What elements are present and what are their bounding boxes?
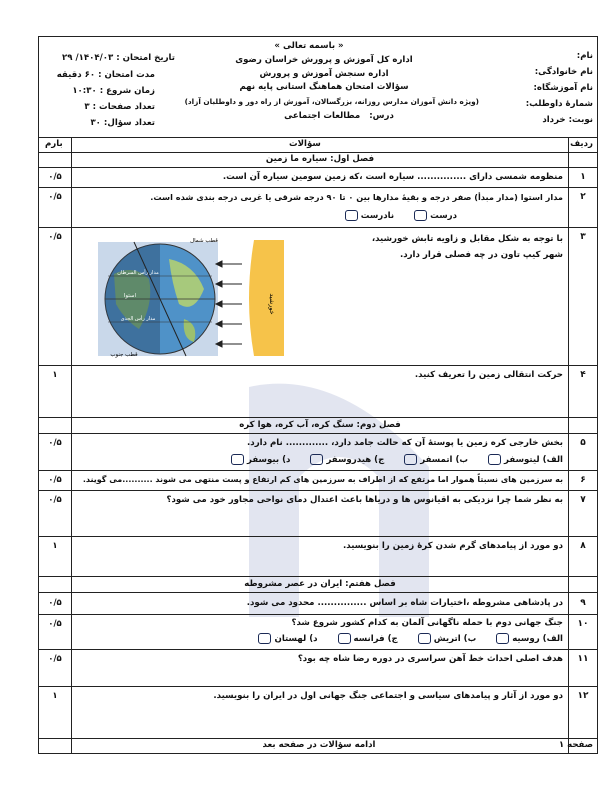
option-a[interactable] (493, 633, 563, 644)
turn-label: نوبت: خرداد (542, 115, 593, 125)
option-label: د) بیوسفر (247, 455, 291, 465)
option-label: ب) اتمسفر (420, 455, 469, 465)
question-number: ۱ (580, 172, 586, 182)
bismillah: « باسمه تعالی » (274, 41, 344, 51)
option-a[interactable] (485, 454, 563, 465)
question-row (39, 188, 597, 228)
question-score: ۱ (52, 541, 58, 551)
question-score: ۰/۵ (48, 598, 62, 608)
date-label: تاریخ امتحان : (116, 53, 175, 63)
label-sun: خورشید (268, 293, 276, 315)
question-row (39, 650, 597, 687)
question-text: دو مورد از آثار و پیامدهای سیاسی و اجتماعی جنگ جهانی اول در ایران را بنویسید. (213, 691, 563, 701)
question-number: ۱۲ (577, 691, 589, 701)
question-number: ۴ (580, 370, 586, 380)
page-count: تعداد صفحات : ۳ (84, 102, 155, 112)
name-label: نام: (576, 51, 593, 61)
question-number: ۶ (580, 475, 586, 485)
question-row (39, 537, 597, 577)
question-text: به نظر شما چرا نزدیکی به اقیانوس ها و دریاها باعث اعتدال دمای نواحی مجاور خود می شود؟ (166, 495, 563, 505)
question-row (39, 593, 597, 615)
question-text: در پادشاهی مشروطه ،اختیارات شاه بر اساس ............... محدود می شود. (246, 598, 563, 608)
question-count: تعداد سؤال: ۳۰ (90, 118, 155, 128)
org-name: اداره کل آموزش و پرورش خراسان رضوی (235, 55, 413, 65)
question-row (39, 168, 597, 188)
question-score: ۰/۵ (48, 192, 62, 202)
checkbox[interactable] (488, 454, 501, 465)
label-equator: استوا (123, 293, 137, 299)
question-number: ۱۰ (577, 619, 589, 629)
col-row: ردیف (570, 139, 593, 149)
exam-audience: (ویژه دانش آموزان مدارس روزانه، بزرگسالان، آموزش از راه دور و داوطلبان آزاد) (184, 97, 479, 106)
question-score: ۱ (52, 370, 58, 380)
subject-value: مطالعات اجتماعی (284, 111, 361, 121)
question-text: جنگ جهانی دوم با حمله ناگهانی آلمان به کدام کشور شروع شد؟ (291, 618, 563, 628)
question-score: ۰/۵ (48, 495, 62, 505)
option-d[interactable] (255, 633, 317, 644)
subject-label: درس: (369, 111, 394, 121)
option-label: ب) اتریش (433, 634, 477, 644)
question-number: ۵ (580, 438, 586, 448)
question-text: هدف اصلی احداث خط آهن سراسری در دوره رضا شاه چه بود؟ (297, 654, 563, 664)
question-score: ۰/۵ (48, 232, 62, 242)
question-text: با توجه به شکل مقابل و زاویه تابش خورشید، (371, 234, 563, 244)
subject-line (279, 111, 399, 122)
option-c[interactable] (335, 633, 398, 644)
org-department: اداره سنجش آموزش و پرورش (259, 69, 389, 79)
question-text: مدار استوا (مدار مبدأ) صفر درجه و بقیهٔ مدارها بین ۰ تا ۹۰ درجه شرقی یا غربی درجه بندی شده است. (150, 192, 563, 202)
earth-sun-diagram (94, 234, 284, 360)
option-label: د) لهستان (274, 634, 318, 644)
option-false[interactable] (342, 210, 394, 221)
checkbox[interactable] (418, 633, 431, 644)
checkbox[interactable] (231, 454, 244, 465)
question-number: ۹ (580, 598, 586, 608)
question-row (39, 615, 597, 650)
checkbox[interactable] (338, 633, 351, 644)
question-text: دو مورد از پیامدهای گرم شدن کرهٔ زمین را بنویسید. (343, 541, 563, 551)
exam-title: سؤالات امتحان هماهنگ استانی پایه نهم (239, 82, 409, 92)
question-text: منظومه شمسی دارای ............... سیاره است ،که زمین سومین سیاره آن است. (222, 172, 563, 182)
question-number: ۸ (580, 541, 586, 551)
question-row (39, 228, 597, 366)
section-title: فصل دوم: سنگ کره، آب کره، هوا کره (239, 420, 401, 430)
seat-label: شمارهٔ داوطلب: (525, 99, 593, 109)
continue-note: ادامه سؤالات در صفحه بعد (262, 740, 376, 750)
option-label: ج) فرانسه (353, 634, 398, 644)
label-tropic-cancer: مدار رأس السرطان (117, 270, 159, 276)
label-south-pole: قطب جنوب (110, 352, 138, 358)
answer-options (214, 454, 563, 465)
question-row (39, 491, 597, 537)
section-row (39, 418, 597, 434)
exam-date (45, 53, 175, 64)
page-number: صفحه ۱ (558, 740, 593, 750)
section-row (39, 152, 597, 168)
option-label: الف) روسیه (512, 634, 563, 644)
checkbox[interactable] (345, 210, 358, 221)
answer-options (241, 633, 563, 644)
family-label: نام خانوادگی: (534, 67, 593, 77)
question-number: ۲ (580, 192, 586, 202)
option-label: درست (430, 211, 457, 221)
page-footer (39, 737, 597, 753)
checkbox[interactable] (414, 210, 427, 221)
question-row (39, 471, 597, 491)
question-row (39, 434, 597, 471)
option-b[interactable] (401, 454, 468, 465)
question-row (39, 366, 597, 418)
question-number: ۱۱ (577, 654, 589, 664)
question-number: ۷ (580, 495, 586, 505)
option-true[interactable] (411, 210, 457, 221)
section-row (39, 577, 597, 593)
label-north-pole: قطب شمال (190, 238, 218, 244)
date-value: ۱۴۰۴/۰۳/ ۲۹ (61, 53, 114, 63)
exam-page (38, 36, 598, 754)
column-headers (39, 137, 597, 153)
section-title: فصل اول: سیاره ما زمین (265, 154, 375, 164)
exam-start: زمان شروع : ۱۰:۳۰ (72, 86, 155, 96)
option-d[interactable] (228, 454, 290, 465)
checkbox[interactable] (404, 454, 417, 465)
checkbox[interactable] (310, 454, 323, 465)
question-score: ۰/۵ (48, 438, 62, 448)
checkbox[interactable] (258, 633, 271, 644)
question-text-line2: شهر کیپ تاون در چه فصلی قرار دارد. (399, 250, 563, 260)
section-title: فصل هفتم: ایران در عصر مشروطه (244, 579, 396, 589)
checkbox[interactable] (496, 633, 509, 644)
option-label: ج) هیدروسفر (326, 455, 385, 465)
question-score: ۰/۵ (48, 172, 62, 182)
option-c[interactable] (307, 454, 384, 465)
question-text: حرکت انتقالی زمین را تعریف کنید. (414, 370, 563, 380)
option-b[interactable] (415, 633, 476, 644)
question-text: بخش خارجی کره زمین یا پوستهٔ آن که حالت جامد دارد، ............. نام دارد. (247, 438, 563, 448)
option-label: نادرست (360, 211, 395, 221)
exam-header (39, 37, 597, 138)
col-questions: سؤالات (289, 139, 321, 149)
answer-options (342, 210, 457, 221)
question-score: ۰/۵ (48, 475, 62, 485)
question-row (39, 687, 597, 739)
question-score: ۰/۵ (48, 619, 62, 629)
question-number: ۳ (580, 232, 586, 242)
col-score: بارم (45, 139, 63, 149)
question-score: ۱ (52, 691, 58, 701)
question-score: ۰/۵ (48, 654, 62, 664)
exam-duration: مدت امتحان : ۶۰ دقیقه (56, 70, 155, 80)
option-label: الف) لیتوسفر (504, 455, 563, 465)
label-tropic-capricorn: مدار رأس الجدی (120, 316, 156, 322)
school-label: نام آموزشگاه: (533, 83, 593, 93)
question-text: به سرزمین های نسبتاً هموار اما مرتفع که از اطراف به سرزمین های کم ارتفاع و پست منتهی می شوند ..........می گویند. (82, 475, 563, 484)
